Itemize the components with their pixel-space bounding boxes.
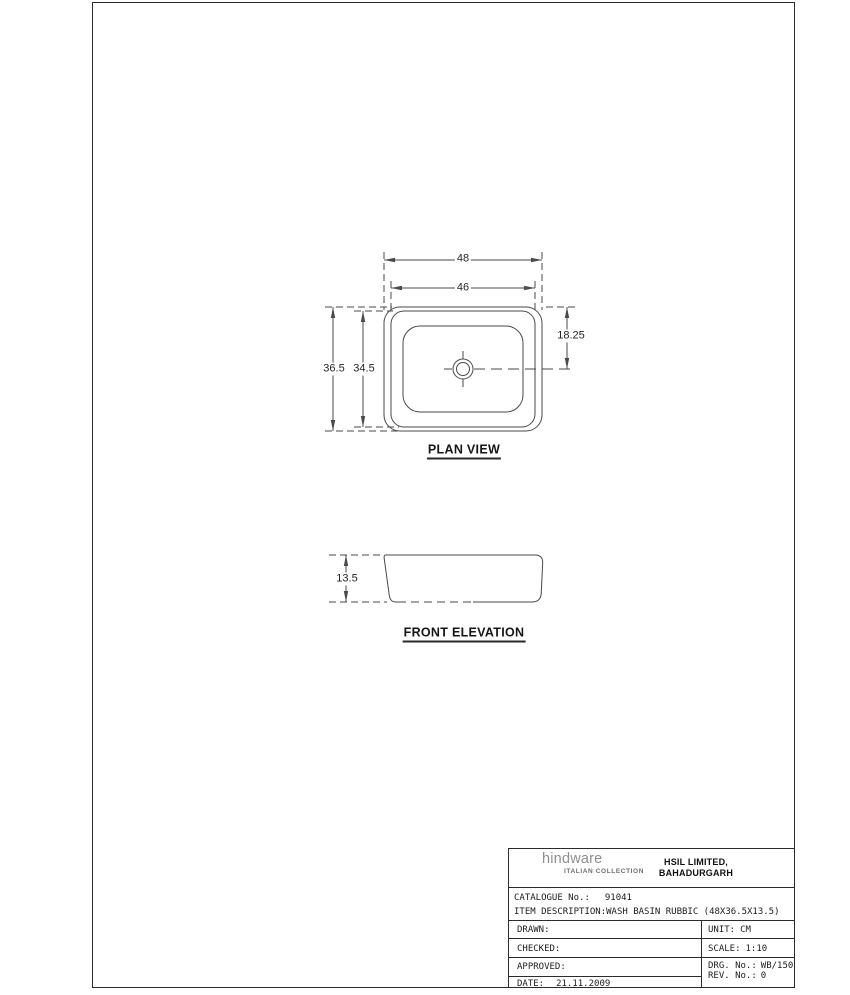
plan-view-drawing: [325, 252, 576, 431]
drg-value: WB/150: [760, 961, 794, 971]
plan-view-title: PLAN VIEW: [427, 443, 501, 460]
date-row: [517, 979, 610, 989]
drg-label: DRG. No.:: [708, 961, 757, 971]
approved-label: APPROVED:: [517, 962, 566, 972]
dim-plan-overall-depth: 36.5: [323, 362, 345, 375]
dim-plan-center-offset: 18.25: [557, 329, 585, 342]
drg-row: [708, 961, 793, 971]
dim-plan-inner-width: 46: [456, 281, 470, 294]
catalogue-value: 91041: [604, 893, 632, 903]
catalogue-label: CATALOGUE No.:: [514, 893, 590, 903]
unit-label: UNIT:: [708, 925, 736, 935]
dim-front-height: 13.5: [336, 572, 358, 585]
title-block-divider: [509, 920, 794, 921]
front-elevation-drawing: [329, 555, 543, 602]
item-description-row: [514, 907, 780, 917]
company-line1: HSIL LIMITED,: [664, 857, 728, 867]
sheet-border: [93, 3, 795, 988]
unit-row: [708, 925, 751, 935]
title-block-divider: [701, 920, 702, 987]
catalogue-row: [514, 893, 632, 903]
front-elevation-title: FRONT ELEVATION: [403, 626, 526, 643]
scale-value: 1:10: [745, 944, 768, 954]
brand-logo: hindware: [542, 851, 603, 867]
dim-plan-overall-width: 48: [456, 252, 470, 265]
title-block-divider: [509, 887, 794, 888]
item-description-value: WASH BASIN RUBBIC (48X36.5X13.5): [606, 907, 780, 917]
company-name: [631, 857, 761, 879]
unit-value: CM: [740, 925, 751, 935]
date-value: 21.11.2009: [556, 979, 611, 989]
item-description-label: ITEM DESCRIPTION:: [514, 907, 607, 917]
drawn-label: DRAWN:: [517, 925, 550, 935]
title-block: [508, 848, 795, 988]
rev-label: REV. No.:: [708, 971, 757, 981]
brand-tagline: ITALIAN COLLECTION: [564, 868, 645, 875]
checked-label: CHECKED:: [517, 944, 561, 954]
rev-value: 0: [760, 971, 767, 981]
title-block-divider: [509, 976, 701, 977]
company-line2: BAHADURGARH: [658, 868, 734, 878]
dim-plan-inner-depth: 34.5: [353, 362, 375, 375]
scale-label: SCALE:: [708, 944, 741, 954]
rev-row: [708, 971, 766, 981]
scale-row: [708, 944, 767, 954]
title-block-divider: [509, 938, 794, 939]
date-label: DATE:: [517, 979, 545, 989]
title-block-divider: [509, 957, 794, 958]
